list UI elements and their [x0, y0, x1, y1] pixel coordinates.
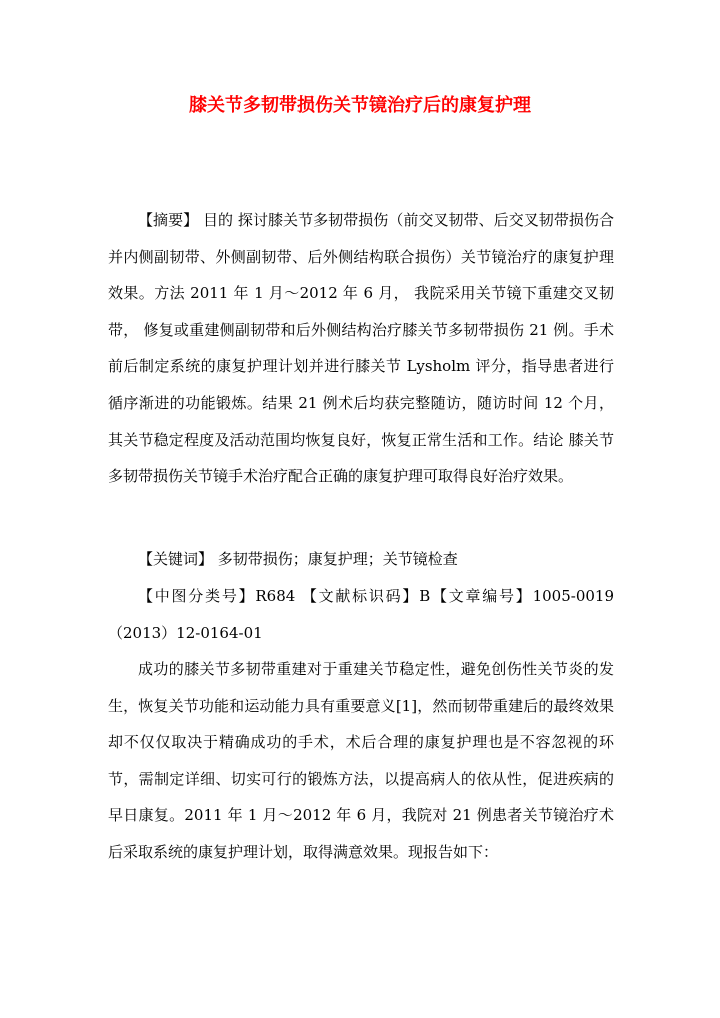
keywords-paragraph [108, 541, 614, 578]
keywords-label: 【关键词】 [138, 550, 214, 568]
abstract-text: 目的 探讨膝关节多韧带损伤（前交叉韧带、后交叉韧带损伤合并内侧副韧带、外侧副韧带、后外侧结构联合损伤）关节镜治疗的康复护理效果。方法 2011 年 1 月～2012 年 6 月， 我院采用关节镜下重建交叉韧带， 修复或重建侧副韧带和后外侧结构治疗膝关节多韧带损伤 21 例。手术前后制定系统的康复护理计划并进行膝关节 Lysholm 评分，指导患者进行循序渐进的功能锻炼。结果 21 例术后均获完整随访，随访时间 12 个月，其关节稳定程度及活动范围均恢复良好，恢复正常生活和工作。结论 膝关节多韧带损伤关节镜手术治疗配合正确的康复护理可取得良好治疗效果。 [108, 211, 614, 486]
abstract-paragraph [108, 202, 614, 495]
article-title: 膝关节多韧带损伤关节镜治疗后的康复护理 [189, 95, 531, 116]
classification-paragraph: 【中图分类号】R684 【文献标识码】B【文章编号】1005-0019（2013）12-0164-01 [108, 587, 614, 642]
body-paragraph: 成功的膝关节多韧带重建对于重建关节稳定性，避免创伤性关节炎的发生，恢复关节功能和运动能力具有重要意义[1]，然而韧带重建后的最终效果却不仅仅取决于精确成功的手术，术后合理的康复护理也是不容忽视的环节，需制定详细、切实可行的锻炼方法，以提高病人的依从性，促进疾病的早日康复。2011 年 1 月～2012 年 6 月，我院对 21 例患者关节镜治疗术后采取系统的康复护理计划，取得满意效果。现报告如下： [108, 660, 614, 861]
keywords-text: 多韧带损伤；康复护理；关节镜检查 [213, 550, 458, 568]
abstract-label: 【摘要】 [138, 211, 199, 229]
